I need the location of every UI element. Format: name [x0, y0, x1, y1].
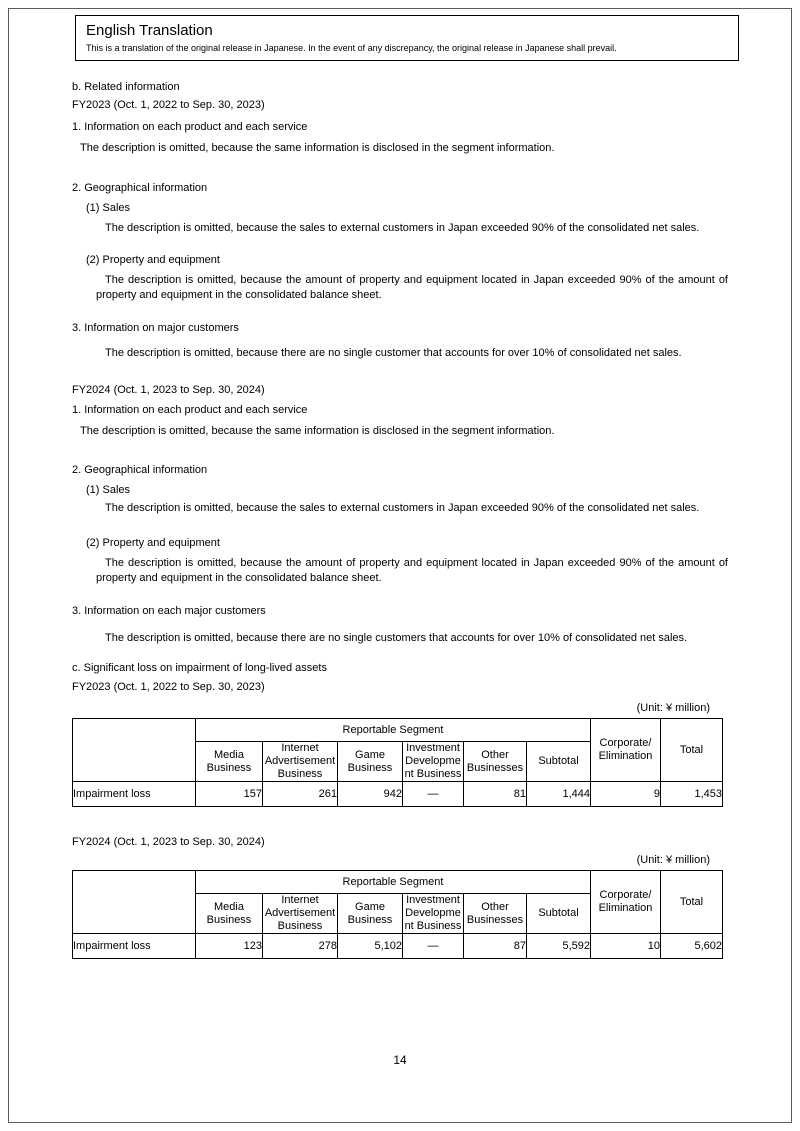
row-label-impairment-loss-fy2024: Impairment loss: [73, 934, 196, 959]
header-internet-advertisement-fy2023: Internet Advertisement Business: [263, 742, 338, 782]
impairment-fy2023-period: FY2023 (Oct. 1, 2022 to Sep. 30, 2023): [72, 681, 265, 693]
header-other-businesses-fy2023: Other Businesses: [464, 742, 527, 782]
row-label-impairment-loss-fy2023: Impairment loss: [73, 782, 196, 807]
header-total-fy2024: Total: [661, 871, 723, 934]
fy2023-sales-heading: (1) Sales: [86, 202, 131, 214]
fy2024-geographical-heading: 2. Geographical information: [72, 464, 208, 476]
value-investment-dev-fy2023: —: [403, 782, 464, 807]
header-investment-development-fy2023: Investment Development Business: [403, 742, 464, 782]
value-other-fy2024: 87: [464, 934, 527, 959]
fy2024-property-body: The description is omitted, because the amount of property and equipment located in Japan exceeded 90% of the amount of property and equipment in the consolidated balance sheet.: [96, 557, 728, 584]
header-investment-development-fy2024: Investment Development Business: [403, 894, 464, 934]
fy2024-major-customers-body: The description is omitted, because there are no single customers that accounts for over 10% of consolidated net sales.: [105, 632, 688, 644]
header-media-business-fy2024: Media Business: [196, 894, 263, 934]
fy2024-product-service-heading: 1. Information on each product and each service: [72, 404, 308, 416]
corner-cell-fy2023: [73, 719, 196, 782]
header-reportable-segment-fy2023: Reportable Segment: [196, 719, 591, 742]
impairment-table-fy2023: [72, 718, 723, 807]
fy2023-property-heading: (2) Property and equipment: [86, 254, 220, 266]
header-internet-advertisement-fy2024: Internet Advertisement Business: [263, 894, 338, 934]
fy2024-major-customers-heading: 3. Information on each major customers: [72, 605, 266, 617]
value-media-fy2024: 123: [196, 934, 263, 959]
value-internet-ad-fy2023: 261: [263, 782, 338, 807]
fy2023-product-service-body: The description is omitted, because the same information is disclosed in the segment information.: [80, 142, 555, 154]
header-game-business-fy2023: Game Business: [338, 742, 403, 782]
fy2023-product-service-heading: 1. Information on each product and each service: [72, 121, 308, 133]
corner-cell-fy2024: [73, 871, 196, 934]
header-game-business-fy2024: Game Business: [338, 894, 403, 934]
unit-label-fy2023: (Unit: ¥ million): [636, 702, 710, 714]
page-number: 14: [393, 1053, 407, 1067]
fy2023-major-customers-heading: 3. Information on major customers: [72, 322, 239, 334]
impairment-fy2024-period: FY2024 (Oct. 1, 2023 to Sep. 30, 2024): [72, 836, 265, 848]
unit-label-fy2024: (Unit: ¥ million): [636, 854, 710, 866]
related-info-heading: b. Related information: [72, 81, 180, 93]
value-subtotal-fy2024: 5,592: [527, 934, 591, 959]
value-corporate-fy2023: 9: [591, 782, 661, 807]
value-game-fy2023: 942: [338, 782, 403, 807]
value-other-fy2023: 81: [464, 782, 527, 807]
value-internet-ad-fy2024: 278: [263, 934, 338, 959]
value-investment-dev-fy2024: —: [403, 934, 464, 959]
header-media-business-fy2023: Media Business: [196, 742, 263, 782]
impairment-heading: c. Significant loss on impairment of long-lived assets: [72, 662, 327, 674]
translation-notice-box: [75, 15, 739, 61]
header-subtotal-fy2023: Subtotal: [527, 742, 591, 782]
value-total-fy2024: 5,602: [661, 934, 723, 959]
header-other-businesses-fy2024: Other Businesses: [464, 894, 527, 934]
fy2023-sales-body: The description is omitted, because the sales to external customers in Japan exceeded 90% of the consolidated net sales.: [105, 222, 700, 234]
value-game-fy2024: 5,102: [338, 934, 403, 959]
header-total-fy2023: Total: [661, 719, 723, 782]
fy2023-period: FY2023 (Oct. 1, 2022 to Sep. 30, 2023): [72, 99, 265, 111]
fy2023-property-body: The description is omitted, because the amount of property and equipment located in Japan exceeded 90% of the amount of property and equipment in the consolidated balance sheet.: [96, 274, 728, 301]
fy2024-sales-body: The description is omitted, because the sales to external customers in Japan exceeded 90% of the consolidated net sales.: [105, 502, 700, 514]
header-corporate-elimination-fy2023: Corporate/ Elimination: [591, 719, 661, 782]
fy2024-sales-heading: (1) Sales: [86, 484, 131, 496]
impairment-table-fy2024: [72, 870, 723, 959]
header-corporate-elimination-fy2024: Corporate/ Elimination: [591, 871, 661, 934]
fy2024-period: FY2024 (Oct. 1, 2023 to Sep. 30, 2024): [72, 384, 265, 396]
fy2024-property-heading: (2) Property and equipment: [86, 537, 220, 549]
fy2023-major-customers-body: The description is omitted, because there are no single customer that accounts for over 10% of consolidated net sales.: [105, 347, 682, 359]
header-reportable-segment-fy2024: Reportable Segment: [196, 871, 591, 894]
value-corporate-fy2024: 10: [591, 934, 661, 959]
page-content: [72, 15, 728, 959]
fy2024-product-service-body: The description is omitted, because the same information is disclosed in the segment information.: [80, 425, 555, 437]
header-subtotal-fy2024: Subtotal: [527, 894, 591, 934]
translation-disclaimer: This is a translation of the original release in Japanese. In the event of any discrepancy, the original release in Japanese shall prevail.: [86, 43, 617, 53]
value-subtotal-fy2023: 1,444: [527, 782, 591, 807]
fy2023-geographical-heading: 2. Geographical information: [72, 182, 208, 194]
translation-title: English Translation: [86, 22, 213, 39]
value-total-fy2023: 1,453: [661, 782, 723, 807]
value-media-fy2023: 157: [196, 782, 263, 807]
